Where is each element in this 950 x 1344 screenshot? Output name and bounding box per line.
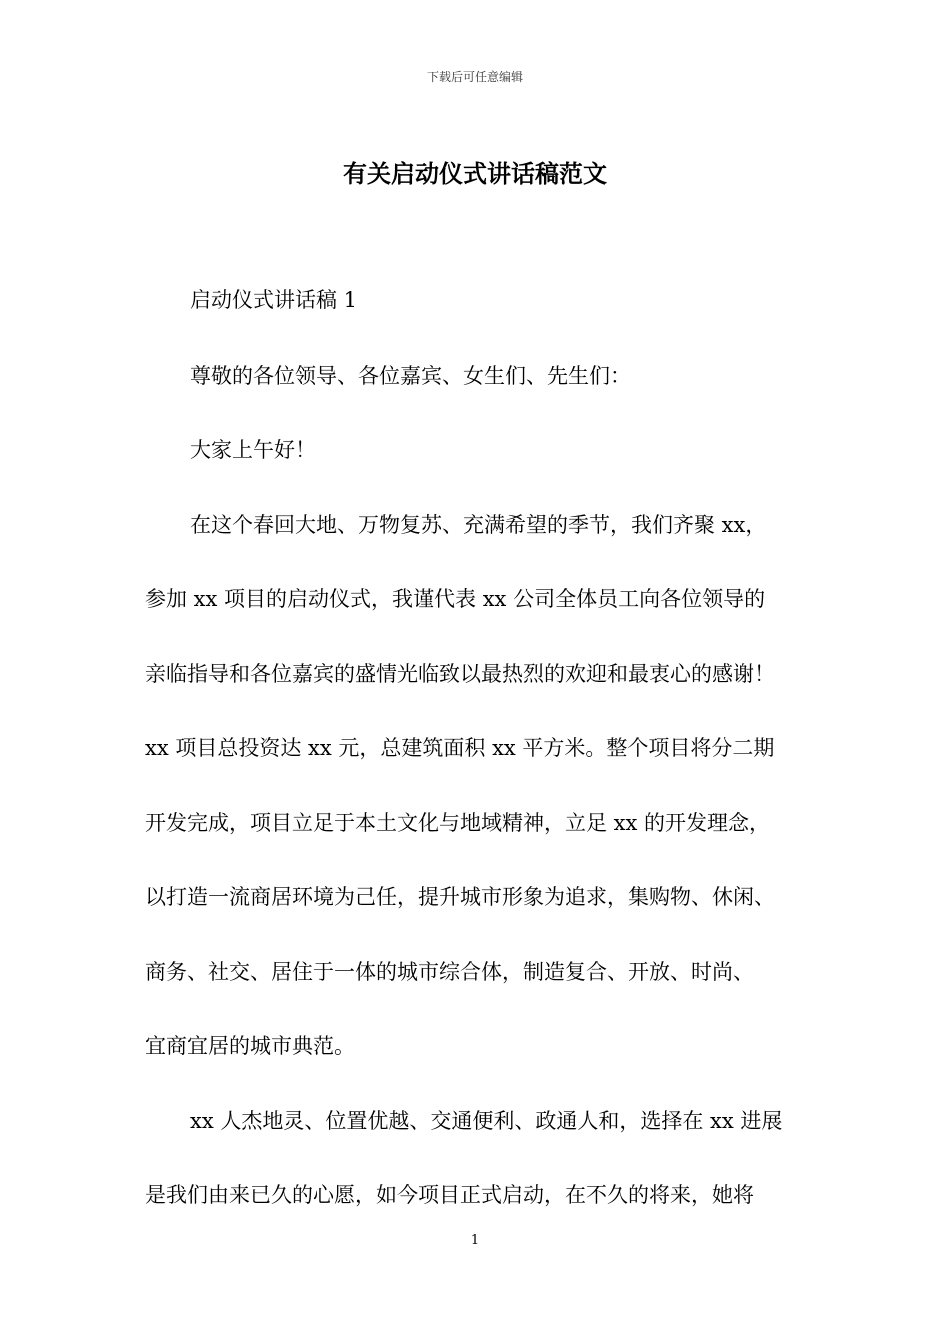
page-number: 1 [470,1233,480,1248]
body-line: 参加 xx 项目的启动仪式，我谨代表 xx 公司全体员工向各位领导的 [145,587,766,611]
body-line: 亲临指导和各位嘉宾的盛情光临致以最热烈的欢迎和最衷心的感谢！ [145,662,775,686]
page-header-note: 下载后可任意编辑 [426,70,523,84]
body-line: 是我们由来已久的心愿，如今项目正式启动，在不久的将来，她将 [145,1183,754,1207]
body-line: 以打造一流商居环境为己任，提升城市形象为追求，集购物、休闲、 [145,885,775,909]
greeting: 大家上午好！ [190,438,316,462]
body-line: 宜商宜居的城市典范。 [145,1034,355,1058]
body-line: 在这个春回大地、万物复苏、充满希望的季节，我们齐聚 xx， [190,513,767,537]
body-line: xx 人杰地灵、位置优越、交通便利、政通人和，选择在 xx 进展 [190,1109,783,1133]
body-line: 商务、社交、居住于一体的城市综合体，制造复合、开放、时尚、 [145,960,754,984]
body-line: xx 项目总投资达 xx 元，总建筑面积 xx 平方米。整个项目将分二期 [145,736,775,760]
body-line: 开发完成，项目立足于本土文化与地域精神，立足 xx 的开发理念， [145,811,771,835]
document-title: 有关启动仪式讲话稿范文 [343,159,607,188]
salutation: 尊敬的各位领导、各位嘉宾、女生们、先生们： [190,364,631,388]
section-heading: 启动仪式讲话稿 1 [190,288,358,312]
